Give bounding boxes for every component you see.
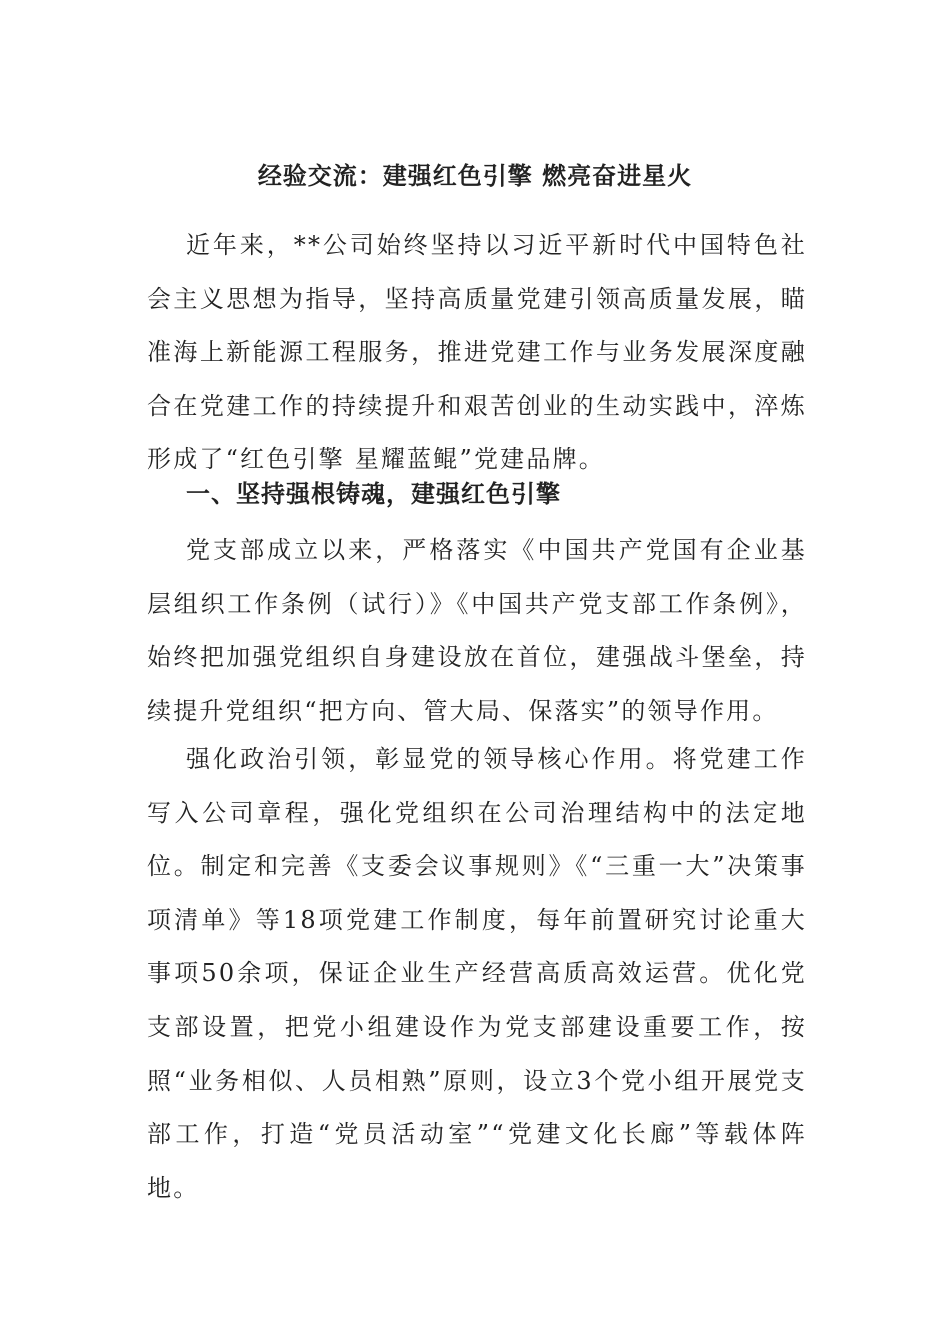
section1-paragraph-1: 党支部成立以来，严格落实《中国共产党国有企业基层组织工作条例（试行）》《中国共产党支部工作条例》，始终把加强党组织自身建设放在首位，建强战斗堡垒，持续提升党组织“把方向、管大局、保落实”的领导作用。 [147,536,807,725]
document-title: 经验交流：建强红色引擎 燃亮奋进星火 [257,161,693,190]
intro-paragraph: 近年来，**公司始终坚持以习近平新时代中国特色社会主义思想为指导，坚持高质量党建引领高质量发展，瞄准海上新能源工程服务，推进党建工作与业务发展深度融合在党建工作的持续提升和艰苦创业的生动实践中，淬炼形成了“红色引擎 星耀蓝鲲”党建品牌。 [147,231,807,474]
section1-paragraph-2: 强化政治引领，彰显党的领导核心作用。将党建工作写入公司章程，强化党组织在公司治理结构中的法定地位。制定和完善《支委会议事规则》《“三重一大”决策事项清单》等18项党建工作制度，每年前置研究讨论重大事项50余项，保证企业生产经营高质高效运营。优化党支部设置，把党小组建设作为党支部建设重要工作，按照“业务相似、人员相熟”原则，设立3个党小组开展党支部工作，打造“党员活动室”“党建文化长廊”等载体阵地。 [147,745,807,1202]
section-heading-1: 一、坚持强根铸魂，建强红色引擎 [186,479,561,508]
